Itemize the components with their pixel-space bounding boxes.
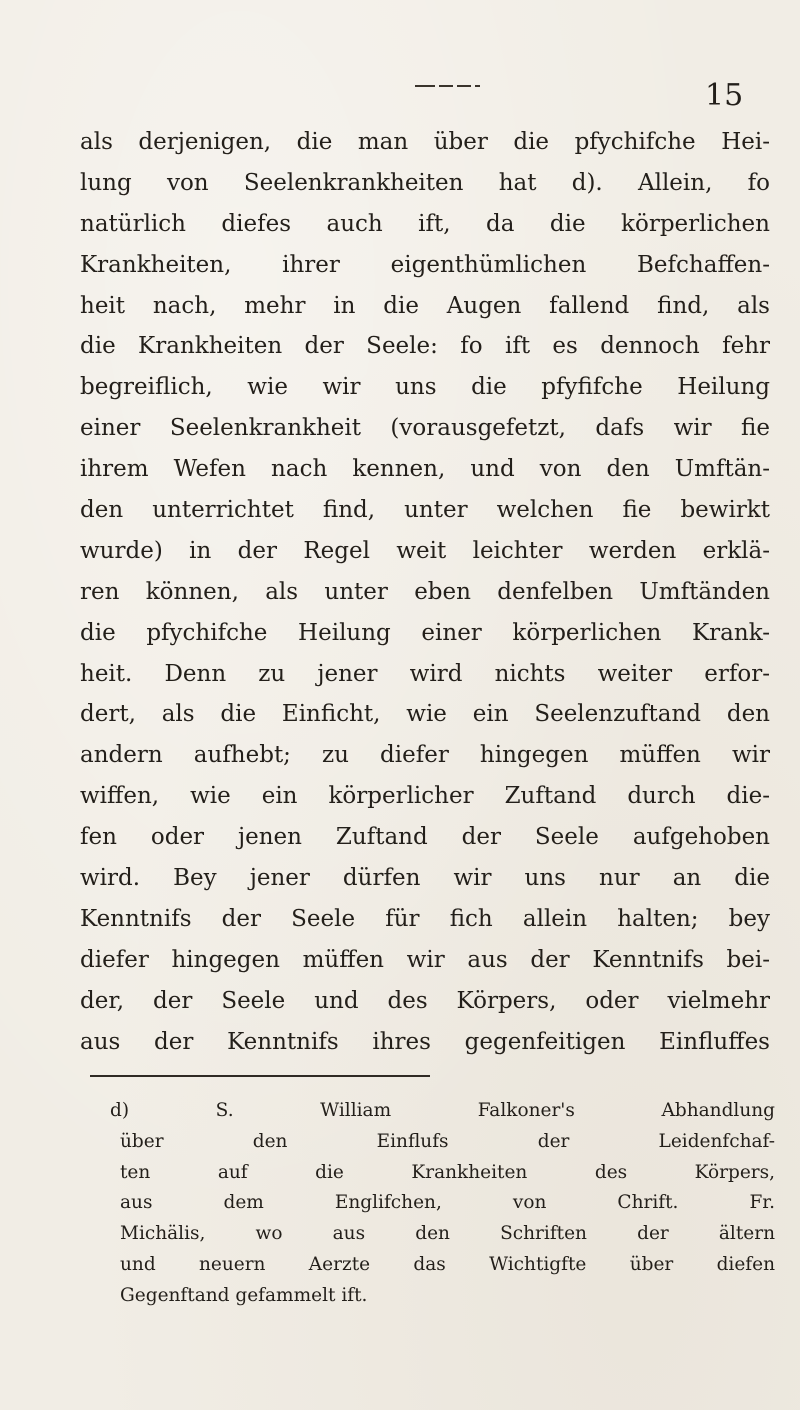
text-line: wurde) in der Regel weit leichter werden erklä- (80, 537, 770, 564)
text-line: als derjenigen, die man über die pfychifche Hei- (80, 129, 770, 155)
text-line: heit. Denn zu jener wird nichts weiter erfor- (80, 660, 770, 687)
text-line: begreiflich, wie wir uns die pfyfifche Heilung (80, 374, 770, 401)
text-line: fen oder jenen Zuftand der Seele aufgehoben (80, 824, 770, 851)
text-line: einer Seelenkrankheit (vorausgefetzt, dafs wir fie (80, 415, 770, 442)
text-line: aus der Kenntnifs ihres gegenfeitigen Einfluffes (80, 1028, 770, 1055)
footnote-line: über den Einflufs der Leidenfchaf- (120, 1130, 775, 1152)
page-number: 15 (705, 78, 744, 113)
text-line: lung von Seelenkrankheiten hat d). Allein, fo (80, 169, 770, 196)
footnote-line: d) S. William Falkoner's Abhandlung (110, 1100, 775, 1121)
text-line: wird. Bey jener dürfen wir uns nur an die (80, 865, 770, 892)
text-line: ihrem Wefen nach kennen, und von den Umftän- (80, 456, 770, 483)
text-line: der, der Seele und des Körpers, oder vielmehr (80, 987, 770, 1014)
text-line: Krankheiten, ihrer eigenthümlichen Befchaffen- (80, 251, 770, 278)
header-ornament (415, 82, 495, 90)
footnote-line: Gegenftand gefammelt ift. (120, 1284, 368, 1306)
text-line: diefer hingegen müffen wir aus der Kenntnifs bei- (80, 946, 770, 973)
text-line: die pfychifche Heilung einer körperlichen Krank- (80, 619, 770, 646)
text-line: natürlich diefes auch ift, da die körperlichen (80, 210, 770, 237)
footnote-line: ten auf die Krankheiten des Körpers, (120, 1161, 775, 1183)
text-line: ren können, als unter eben denfelben Umftänden (80, 578, 770, 605)
footnote (110, 1096, 775, 1312)
footnote-line: aus dem Englifchen, von Chrift. Fr. (120, 1192, 775, 1214)
footnote-line: und neuern Aerzte das Wichtigfte über diefen (120, 1253, 775, 1275)
text-line: Kenntnifs der Seele für fich allein halten; bey (80, 905, 770, 932)
text-line: die Krankheiten der Seele: fo ift es dennoch fehr (80, 333, 770, 360)
text-line: den unterrichtet find, unter welchen fie bewirkt (80, 497, 770, 524)
main-text (80, 122, 770, 1062)
text-line: heit nach, mehr in die Augen fallend find, als (80, 292, 770, 319)
text-line: andern aufhebt; zu diefer hingegen müffen wir (80, 742, 770, 769)
footnote-divider (90, 1075, 430, 1077)
text-line: dert, als die Einficht, wie ein Seelenzuftand den (80, 701, 770, 728)
text-line: wiffen, wie ein körperlicher Zuftand durch die- (80, 783, 770, 810)
footnote-line: Michälis, wo aus den Schriften der ältern (120, 1223, 775, 1245)
